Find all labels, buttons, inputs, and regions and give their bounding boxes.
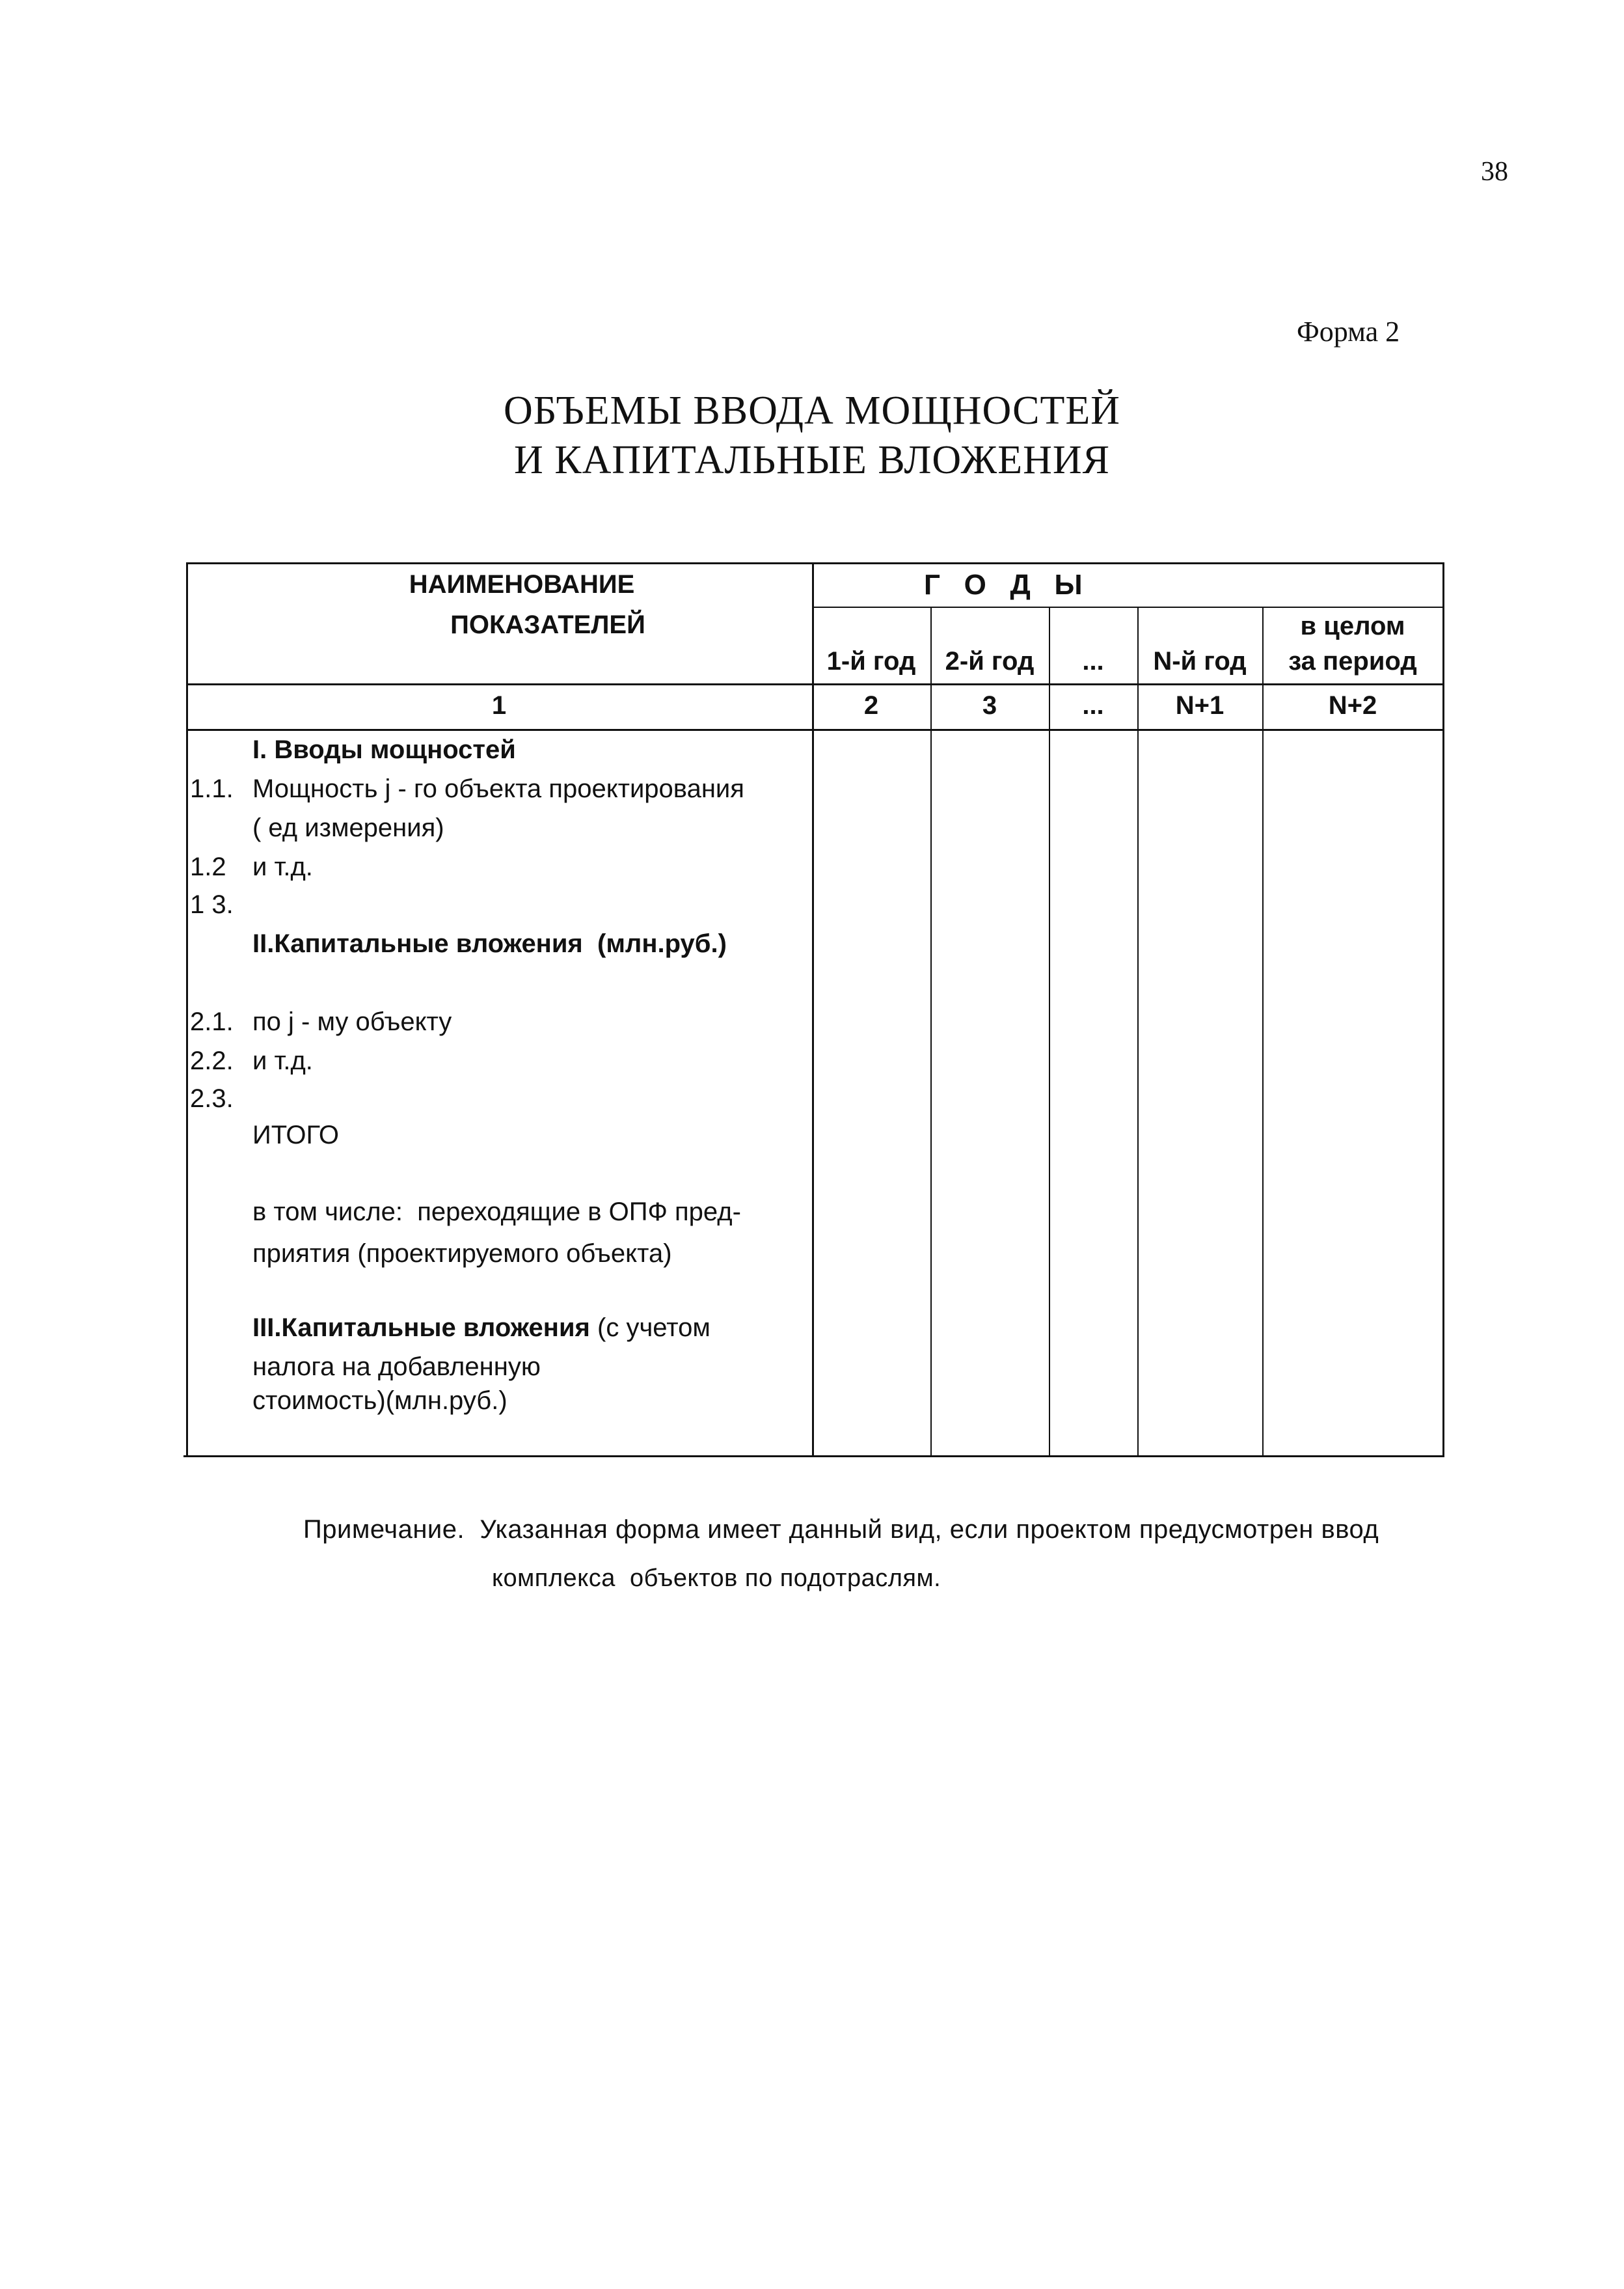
row-text: Мощность j - го объекта проектирования <box>252 774 744 803</box>
years-divider <box>813 607 1443 608</box>
col-number-n2: N+2 <box>1328 691 1377 720</box>
header-name-line-1: НАИМЕНОВАНИЕ <box>409 570 635 599</box>
col-divider-3 <box>1049 607 1050 1457</box>
row-section-3-title <box>252 1313 710 1343</box>
row-number: 2.2. <box>190 1047 234 1075</box>
row-section-3-title-rest: (с учетом <box>589 1313 710 1342</box>
header-dots: ... <box>1082 647 1104 676</box>
row-number: 2.1. <box>190 1007 234 1036</box>
col-number-n1: N+1 <box>1175 691 1225 720</box>
table-border-top <box>186 562 1444 564</box>
col-number-dots: ... <box>1082 691 1104 720</box>
row-number: 1 3. <box>190 890 234 919</box>
header-year-1: 1-й год <box>826 647 916 676</box>
col-number-2: 2 <box>863 691 879 720</box>
row-text: приятия (проектируемого объекта) <box>252 1239 672 1268</box>
header-year-n: N-й год <box>1153 647 1247 676</box>
row-text: по j - му объекту <box>252 1007 452 1036</box>
document-title-line-1: ОБЪЕМЫ ВВОДА МОЩНОСТЕЙ <box>504 389 1120 433</box>
row-number: 2.3. <box>190 1084 234 1113</box>
row-section-1-title: I. Вводы мощностей <box>252 735 516 764</box>
document-title-line-2: И КАПИТАЛЬНЫЕ ВЛОЖЕНИЯ <box>514 438 1110 482</box>
row-text: в том числе: переходящие в ОПФ пред- <box>252 1198 741 1226</box>
header-total-line-1: в целом <box>1300 612 1405 640</box>
col-divider-2 <box>930 607 932 1457</box>
row-total: ИТОГО <box>252 1121 340 1149</box>
row-text: налога на добавленную <box>252 1352 541 1381</box>
header-year-2: 2-й год <box>945 647 1035 676</box>
page-number: 38 <box>1481 157 1508 187</box>
col-number-1: 1 <box>491 691 507 720</box>
note-line-1: Примечание. Указанная форма имеет данный вид, если проектом предусмотрен ввод <box>303 1515 1379 1544</box>
row-number: 1.1. <box>190 774 234 803</box>
header-name-line-2: ПОКАЗАТЕЛЕЙ <box>450 610 645 639</box>
row-section-3-title-bold: III.Капитальные вложения <box>252 1313 590 1342</box>
row-text: и т.д. <box>252 1047 313 1075</box>
form-table <box>183 562 1444 1458</box>
row-text: стоимость)(млн.руб.) <box>252 1386 508 1415</box>
row-text: и т.д. <box>252 853 313 881</box>
col-number-3: 3 <box>982 691 997 720</box>
table-border-bottom <box>183 1455 1444 1457</box>
header-total-line-2: за период <box>1288 647 1417 676</box>
note-line-2: комплекса объектов по подотраслям. <box>492 1565 941 1592</box>
header-years: Г О Д Ы <box>924 569 1083 601</box>
row-number: 1.2 <box>190 853 226 881</box>
numbering-divider <box>186 729 1444 731</box>
row-text: ( ед измерения) <box>252 814 444 842</box>
col-divider-4 <box>1137 607 1139 1457</box>
header-divider <box>186 683 1444 685</box>
form-label: Форма 2 <box>1297 316 1400 348</box>
row-section-2-title: II.Капитальные вложения (млн.руб.) <box>252 929 727 958</box>
col-divider-5 <box>1262 607 1264 1457</box>
